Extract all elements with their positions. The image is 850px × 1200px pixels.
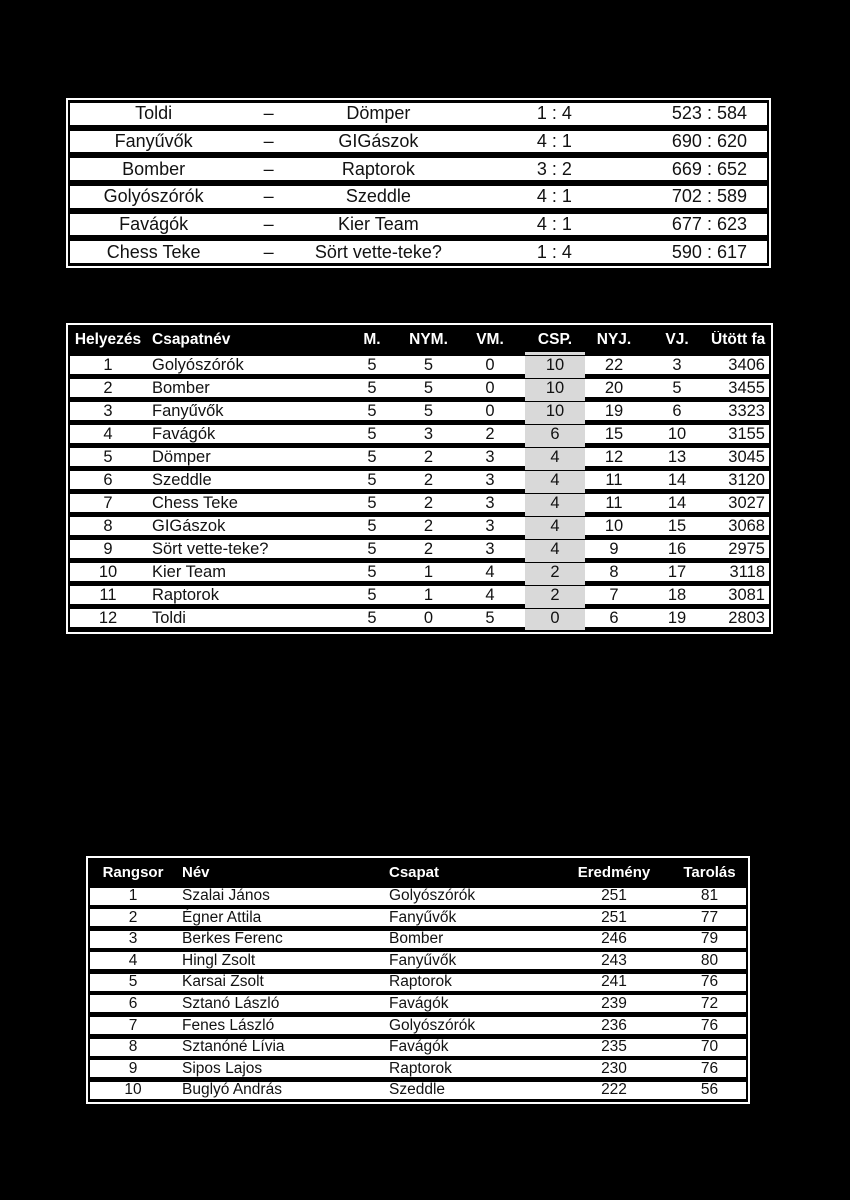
standings-table (66, 323, 773, 634)
pins-total: 2975 (728, 539, 765, 558)
wins: 3 (423, 424, 434, 443)
score: 235 (601, 1038, 627, 1056)
home-team: Golyószórók (103, 186, 204, 207)
col-header-csp: CSP. (537, 330, 573, 348)
team: Fanyűvők (389, 951, 457, 969)
player-name: Karsai Zsolt (182, 973, 264, 991)
away-team: Dömper (346, 103, 411, 124)
match-results-body (70, 102, 767, 264)
points: 6 (525, 425, 585, 444)
team-name: GIGászok (152, 516, 226, 535)
match-results-table (66, 98, 771, 268)
rank: 1 (103, 355, 113, 374)
matches: 5 (367, 355, 377, 374)
pins-total: 3027 (728, 493, 765, 512)
table-row (70, 493, 769, 513)
col-header-eredmeny: Eredmény (577, 863, 651, 881)
home-team: Fanyűvők (114, 130, 193, 151)
players-body (90, 887, 746, 1100)
table-row (70, 424, 769, 444)
matches: 5 (367, 516, 377, 535)
points: 10 (525, 356, 585, 375)
players-header-row (90, 860, 746, 884)
away-team: Szeddle (345, 186, 411, 207)
matches: 5 (367, 539, 377, 558)
team-name: Golyószórók (152, 355, 244, 374)
wins: 2 (423, 447, 434, 466)
strikes: 76 (700, 1059, 719, 1077)
pins-total: 3455 (728, 378, 765, 397)
wins: 1 (423, 585, 434, 604)
col-header-csapatnev: Csapatnév (152, 330, 231, 348)
player-name: Sztanóné Lívia (182, 1038, 285, 1056)
table-row (90, 994, 746, 1013)
vs-dash: – (263, 186, 274, 207)
team-name: Favágók (152, 424, 216, 443)
rank: 6 (128, 994, 138, 1012)
losses: 0 (485, 401, 495, 420)
games-won: 8 (609, 562, 619, 581)
matches: 5 (367, 470, 377, 489)
table-row (70, 516, 769, 536)
points: 4 (525, 471, 585, 490)
rank: 4 (128, 951, 138, 969)
table-row (70, 130, 767, 154)
losses: 0 (485, 378, 495, 397)
rank: 3 (128, 930, 138, 948)
away-team: Sört vette-teke? (314, 241, 442, 262)
wins: 5 (423, 401, 434, 420)
strikes: 77 (700, 908, 719, 926)
games-lost: 15 (667, 516, 687, 535)
pin-score: 690 : 620 (671, 130, 747, 151)
games-lost: 10 (667, 424, 687, 443)
wins: 2 (423, 493, 434, 512)
vs-dash: – (263, 130, 274, 151)
losses: 5 (485, 608, 495, 627)
col-header-m: M. (363, 330, 381, 348)
col-header-csapat: Csapat (389, 863, 440, 881)
matches: 5 (367, 424, 377, 443)
matches: 5 (367, 447, 377, 466)
team: Bomber (389, 930, 444, 948)
table-row (70, 539, 769, 559)
home-team: Bomber (122, 158, 186, 179)
strikes: 72 (700, 994, 719, 1012)
col-header-nev: Név (182, 863, 210, 881)
pins-total: 3118 (729, 562, 765, 581)
team: Favágók (389, 1038, 449, 1056)
pin-score: 523 : 584 (671, 103, 747, 124)
losses: 3 (485, 447, 495, 466)
team: Fanyűvők (389, 908, 457, 926)
home-team: Chess Teke (106, 241, 201, 262)
team-name: Kier Team (152, 562, 226, 581)
points: 4 (525, 494, 585, 513)
rank: 10 (124, 1081, 142, 1099)
wins: 5 (423, 355, 434, 374)
rank: 6 (103, 470, 113, 489)
player-name: Égner Attila (182, 908, 262, 926)
table-row (70, 213, 767, 237)
table-row (90, 908, 746, 927)
rank: 8 (103, 516, 113, 535)
table-row (90, 1038, 746, 1057)
score: 239 (601, 994, 627, 1012)
away-team: Kier Team (338, 214, 419, 234)
player-name: Szalai János (182, 887, 270, 904)
col-header-utott-fa: Ütött fa (711, 330, 766, 348)
table-row (90, 887, 746, 906)
team: Raptorok (389, 973, 452, 991)
matches: 5 (367, 585, 377, 604)
table-row (90, 930, 746, 949)
games-lost: 19 (667, 608, 687, 627)
rank: 1 (128, 887, 138, 904)
table-row (70, 447, 769, 467)
score: 243 (601, 951, 627, 969)
games-lost: 3 (672, 355, 682, 374)
games-lost: 6 (672, 401, 682, 420)
set-score: 4 : 1 (536, 130, 572, 151)
points: 2 (525, 586, 585, 605)
col-header-nym: NYM. (409, 330, 448, 348)
col-header-nyj: NYJ. (596, 330, 632, 348)
pins-total: 3323 (728, 401, 765, 420)
rank: 9 (103, 539, 113, 558)
points: 10 (525, 402, 585, 421)
set-score: 4 : 1 (536, 186, 572, 207)
games-won: 11 (605, 493, 623, 512)
score: 246 (601, 930, 627, 948)
table-row (70, 562, 769, 582)
games-won: 19 (604, 401, 624, 420)
team: Szeddle (389, 1081, 446, 1099)
col-header-vm: VM. (476, 330, 504, 348)
losses: 0 (485, 355, 495, 374)
pins-total: 3068 (728, 516, 765, 535)
strikes: 80 (700, 951, 719, 969)
table-row (70, 240, 767, 264)
wins: 0 (423, 608, 434, 627)
team-name: Fanyűvők (152, 401, 224, 420)
strikes: 70 (700, 1038, 719, 1056)
table-row (70, 585, 769, 605)
team-name: Raptorok (152, 585, 219, 604)
pin-score: 669 : 652 (671, 158, 747, 179)
games-lost: 18 (667, 585, 687, 604)
strikes: 79 (700, 930, 719, 948)
pin-score: 677 : 623 (671, 214, 747, 234)
rank: 5 (103, 447, 113, 466)
rank: 7 (128, 1016, 138, 1034)
rank: 8 (128, 1038, 138, 1056)
games-lost: 5 (672, 378, 682, 397)
games-won: 12 (604, 447, 624, 466)
strikes: 56 (700, 1081, 719, 1099)
standings-body (70, 352, 769, 630)
rank: 11 (99, 585, 117, 604)
matches: 5 (367, 608, 377, 627)
away-team: Raptorok (341, 158, 415, 179)
games-won: 10 (604, 516, 624, 535)
games-won: 9 (609, 539, 619, 558)
rank: 2 (103, 378, 113, 397)
player-rankings-table (86, 856, 750, 1104)
table-row (90, 1059, 746, 1078)
player-name: Hingl Zsolt (182, 951, 256, 969)
table-row (70, 157, 767, 181)
pin-score: 590 : 617 (671, 241, 747, 262)
pins-total: 3045 (728, 447, 765, 466)
rank: 10 (98, 562, 118, 581)
points: 4 (525, 540, 585, 559)
rank: 4 (103, 424, 113, 443)
set-score: 1 : 4 (536, 103, 572, 124)
rank: 7 (103, 493, 113, 512)
col-header-tarolas: Tarolás (683, 863, 736, 881)
vs-dash: – (263, 103, 274, 124)
team-name: Sört vette-teke? (152, 539, 269, 558)
team: Golyószórók (389, 887, 476, 904)
wins: 5 (423, 378, 434, 397)
strikes: 81 (700, 887, 719, 904)
table-row (70, 355, 769, 375)
score: 236 (601, 1016, 627, 1034)
wins: 1 (423, 562, 434, 581)
player-name: Sztanó László (182, 994, 280, 1012)
rank: 12 (98, 608, 118, 627)
set-score: 3 : 2 (536, 158, 572, 179)
rank: 5 (128, 973, 138, 991)
score: 251 (601, 908, 627, 926)
points: 4 (525, 448, 585, 467)
losses: 4 (485, 585, 495, 604)
team-name: Toldi (152, 608, 186, 627)
pins-total: 3081 (728, 585, 765, 604)
score: 251 (601, 887, 627, 904)
table-row (90, 973, 746, 992)
games-lost: 17 (667, 562, 687, 581)
table-row (70, 378, 769, 398)
set-score: 1 : 4 (536, 241, 572, 262)
strikes: 76 (700, 973, 719, 991)
pins-total: 3120 (728, 470, 765, 489)
strikes: 76 (700, 1016, 719, 1034)
games-lost: 14 (667, 493, 687, 512)
pins-total: 3406 (728, 355, 765, 374)
table-row (70, 102, 767, 126)
player-name: Fenes László (182, 1016, 275, 1034)
points: 2 (525, 563, 585, 582)
wins: 2 (423, 516, 434, 535)
games-won: 6 (609, 608, 619, 627)
team: Favágók (389, 994, 449, 1012)
games-won: 15 (604, 424, 624, 443)
table-row (70, 401, 769, 421)
matches: 5 (367, 401, 377, 420)
team-name: Bomber (152, 378, 210, 397)
col-header-vj: VJ. (665, 330, 689, 348)
table-row (90, 951, 746, 970)
games-won: 7 (609, 585, 619, 604)
matches: 5 (367, 562, 377, 581)
standings-header-row (70, 327, 769, 352)
rank: 2 (128, 908, 138, 926)
losses: 2 (485, 424, 495, 443)
losses: 3 (485, 539, 495, 558)
points: 0 (525, 609, 585, 628)
losses: 3 (485, 516, 495, 535)
home-team: Toldi (135, 103, 173, 124)
vs-dash: – (263, 241, 274, 262)
home-team: Favágók (119, 214, 189, 234)
pin-score: 702 : 589 (671, 186, 747, 207)
away-team: GIGászok (338, 130, 419, 151)
games-lost: 13 (667, 447, 687, 466)
losses: 4 (485, 562, 495, 581)
table-row (90, 1081, 746, 1100)
rank: 9 (128, 1059, 138, 1077)
player-name: Sipos Lajos (182, 1059, 263, 1077)
table-row (70, 470, 769, 490)
table-row (70, 608, 769, 628)
rank: 3 (103, 401, 113, 420)
games-lost: 16 (667, 539, 687, 558)
score: 230 (601, 1059, 627, 1077)
team-name: Chess Teke (152, 493, 238, 512)
games-lost: 14 (667, 470, 687, 489)
pins-total: 3155 (728, 424, 765, 443)
vs-dash: – (263, 214, 274, 234)
table-row (90, 1016, 746, 1035)
pins-total: 2803 (728, 608, 765, 627)
points: 10 (525, 379, 585, 398)
games-won: 20 (604, 378, 624, 397)
team: Raptorok (389, 1059, 452, 1077)
vs-dash: – (263, 158, 274, 179)
player-name: Buglyó András (182, 1081, 282, 1099)
wins: 2 (423, 539, 434, 558)
matches: 5 (367, 493, 377, 512)
score: 222 (601, 1081, 627, 1099)
matches: 5 (367, 378, 377, 397)
player-name: Berkes Ferenc (182, 930, 283, 948)
team: Golyószórók (389, 1016, 476, 1034)
points: 4 (525, 517, 585, 536)
games-won: 22 (604, 355, 624, 374)
table-row (70, 185, 767, 209)
losses: 3 (485, 470, 495, 489)
team-name: Dömper (152, 447, 211, 466)
wins: 2 (423, 470, 434, 489)
score: 241 (601, 973, 627, 991)
team-name: Szeddle (152, 470, 212, 489)
col-header-rangsor: Rangsor (102, 863, 164, 881)
col-header-helyezes: Helyezés (74, 330, 142, 348)
set-score: 4 : 1 (536, 214, 572, 234)
games-won: 11 (605, 470, 623, 489)
losses: 3 (485, 493, 495, 512)
